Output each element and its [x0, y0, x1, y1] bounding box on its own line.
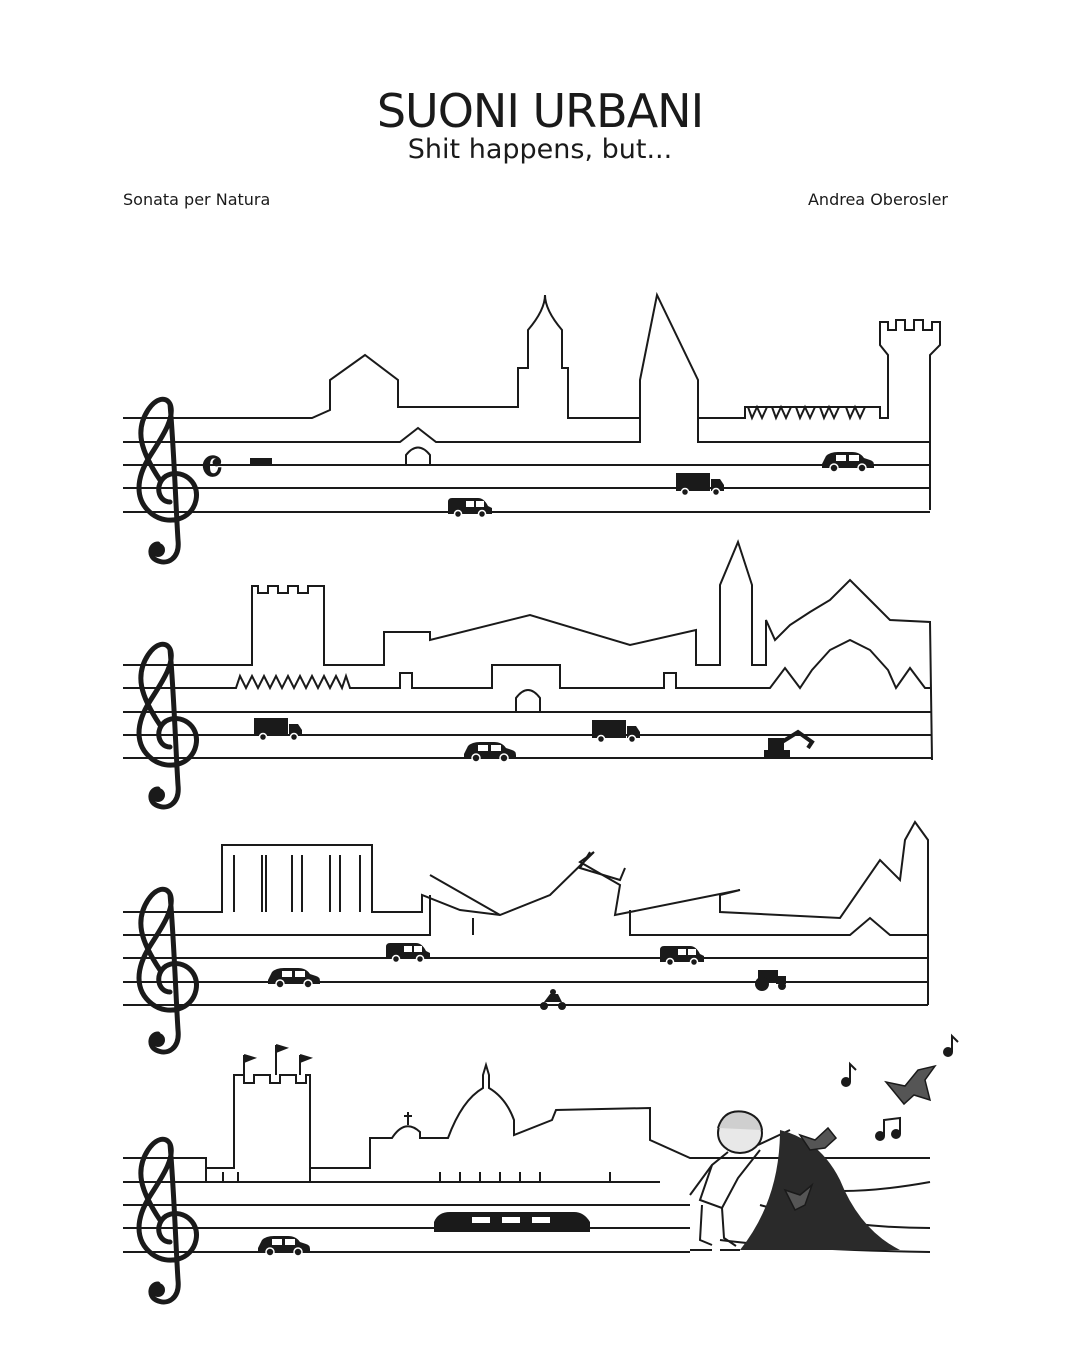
treble-clef-icon — [139, 1139, 197, 1302]
truck-icon — [676, 473, 724, 496]
treble-clef-icon — [139, 644, 197, 807]
page-subtitle: Shit happens, but... — [407, 134, 673, 165]
car-icon — [268, 968, 320, 988]
car-icon — [822, 452, 874, 472]
staff-3 — [123, 822, 928, 1005]
composition-title: Sonata per Natura — [123, 190, 271, 209]
truck-icon — [592, 720, 640, 743]
treble-clef-icon — [139, 399, 197, 562]
page-title: SUONI URBANI — [376, 84, 704, 138]
van-icon — [386, 943, 430, 963]
staff-1 — [123, 295, 940, 512]
common-time-icon: 𝄴 — [200, 437, 224, 498]
tractor-icon — [755, 970, 786, 991]
rest-icon — [250, 458, 272, 466]
train-icon — [434, 1212, 590, 1232]
bird-icon — [785, 1066, 935, 1210]
truck-icon — [254, 718, 302, 741]
treble-clef-icon — [139, 889, 197, 1052]
staff-2 — [123, 542, 932, 760]
scooter-icon — [540, 989, 566, 1010]
author-name: Andrea Oberosler — [807, 190, 948, 209]
van-icon — [660, 946, 704, 966]
van-icon — [448, 498, 492, 518]
